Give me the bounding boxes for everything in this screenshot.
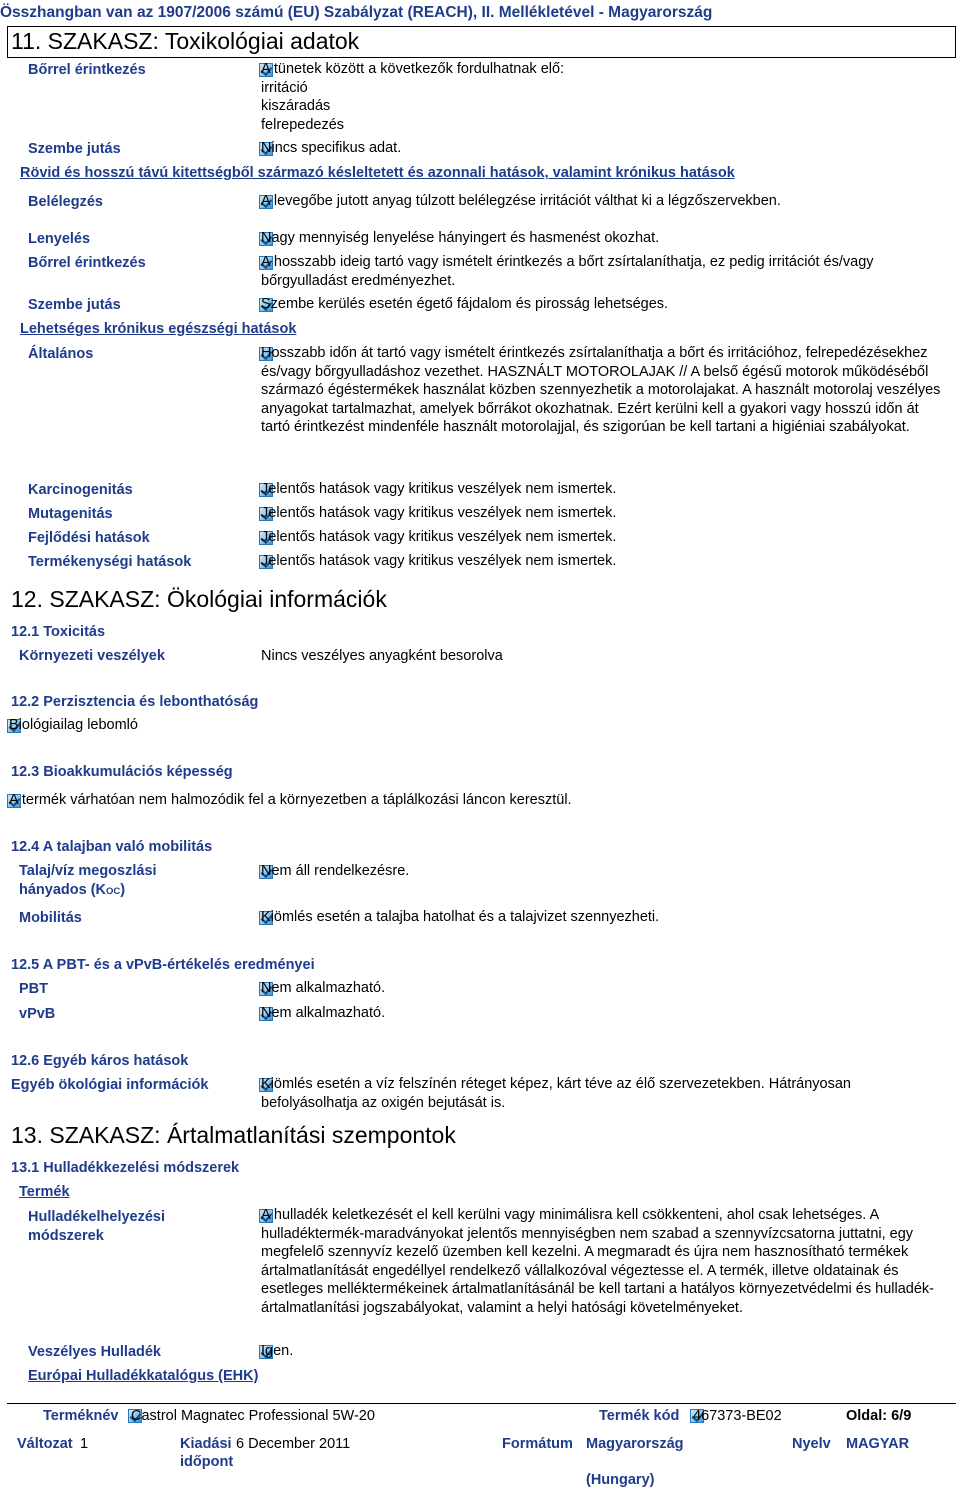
other-effects-heading: 12.6 Egyéb káros hatások — [11, 1053, 189, 1069]
belelegzes-label: Belélegzés — [28, 194, 103, 210]
bioaccumulation-heading: 12.3 Bioakkumulációs képesség — [11, 764, 233, 780]
language-label: Nyelv — [792, 1436, 831, 1452]
koc-label-text: hányados (K — [19, 882, 107, 898]
footer-divider — [7, 1403, 956, 1404]
szembe-label: Szembe jutás — [28, 141, 121, 157]
ehk-label: Európai Hulladékkatalógus (EHK) — [28, 1368, 259, 1384]
pbt-value: Nem alkalmazható. — [261, 980, 386, 996]
page-number: Oldal: 6/9 — [846, 1408, 912, 1424]
borrel-line-3: kiszáradás — [261, 98, 331, 114]
vpvb-label: vPvB — [19, 1006, 56, 1022]
belelegzes-value: A levegőbe jutott anyag túlzott belélegzése irritációt válthat ki a légzőszervekben. — [261, 193, 781, 209]
fejlodesi-value: Jelentős hatások vagy kritikus veszélyek nem ismertek. — [261, 529, 617, 545]
product-name-label: Terméknév — [43, 1408, 119, 1424]
termekenysegi-label: Termékenységi hatások — [28, 554, 192, 570]
bioaccumulation-value: A termék várhatóan nem halmozódik fel a környezetben a táplálkozási láncon keresztül. — [9, 792, 572, 808]
persistence-value: Biológiailag lebomló — [9, 717, 138, 733]
product-name: Castrol Magnatec Professional 5W-20 — [131, 1408, 375, 1424]
borrel2-label: Bőrrel érintkezés — [28, 255, 146, 271]
altalanos-label: Általános — [28, 346, 94, 362]
hazardous-waste-label: Veszélyes Hulladék — [28, 1344, 161, 1360]
mobility-heading: 12.4 A talajban való mobilitás — [11, 839, 213, 855]
koc-label-line2 — [19, 882, 125, 898]
fejlodesi-label: Fejlődési hatások — [28, 530, 150, 546]
mobilitas-value: Kiömlés esetén a talajba hatolhat és a talajvizet szennyezheti. — [261, 909, 660, 925]
koc-label-line1: Talaj/víz megoszlási — [19, 863, 157, 879]
altalanos-value: Hosszabb időn át tartó vagy ismételt érintkezés zsírtalaníthatja a bőrt és irritációhoz, felrepedézésekhez és/vagy bőrgyulladáshoz vezethet. HASZNÁLT MOTOROLAJAK // A belső égésű motorok működéséből származó égéstermékek használat közben szennyezhetik a motorolajakat. A használt motorolaj veszélyes anyagokat tartalmazhat, amelyek bőrrákot okozhatnak. Ezért kerülni kell a gyakori vagy hosszú időn át tartó érintkezést mindenféle használt motorolajjal, és szigorúan be kell tartani a higiéniai szabályokat. — [261, 345, 941, 435]
szembe2-label: Szembe jutás — [28, 297, 121, 313]
hazardous-waste-value: Igen. — [261, 1343, 294, 1359]
product-code-label: Termék kód — [599, 1408, 680, 1424]
borrel-line-1: A tünetek között a következők fordulhatnak elő: — [261, 61, 565, 77]
mutagenitas-label: Mutagenitás — [28, 506, 113, 522]
language-value: MAGYAR — [846, 1436, 910, 1452]
koc-label-subscript: OC — [106, 886, 121, 897]
karcinogenitas-label: Karcinogenitás — [28, 482, 133, 498]
method-value: A hulladék keletkezését el kell kerülni vagy minimálisra kell csökkenteni, ahol csak lehetséges. A hulladéktermék-maradványokat jelentős mennyiségben nem szabad a szennyvízcsatorna juttatni, egy megfelelő szennyvíz kezelő üzemben kell kezelni. A megmaradt és újra nem hasznosítható termékek ártalmatlanítását engedéllyel rendelkező vállalkozóval végeztesse el. A termék, illetve oldatainak és esetleges melléktermékeinek ártalmatlanításánál be kell tartani a hatályos környezetvédelmi és hulladék-ártalmatlanítási jogszabályokat, valamint a helyi hatósági követelményeket. — [261, 1207, 934, 1316]
lenyeles-value: Nagy mennyiség lenyelése hányingert és hasmenést okozhat. — [261, 230, 660, 246]
koc-value: Nem áll rendelkezésre. — [261, 863, 410, 879]
lenyeles-label: Lenyelés — [28, 231, 91, 247]
short-long-heading: Rövid és hosszú távú kitettségből származó késleltetett és azonnali hatások, valamint krónikus hatások — [20, 165, 735, 181]
waste-heading: 13.1 Hulladékkezelési módszerek — [11, 1160, 240, 1176]
product-code: 467373-BE02 — [693, 1408, 782, 1424]
version-value: 1 — [80, 1436, 89, 1452]
env-label: Környezeti veszélyek — [19, 648, 165, 664]
section-11-title: 11. SZAKASZ: Toxikológiai adatok — [11, 28, 360, 54]
issue-date: 6 December 2011 — [236, 1436, 351, 1452]
borrel2-value: A hosszabb ideig tartó vagy ismételt érintkezés a bőrt zsírtalaníthatja, ez pedig irritációt és/vagy bőrgyulladást eredményezhet. — [261, 254, 874, 289]
section-13-title: 13. SZAKASZ: Ártalmatlanítási szempontok — [11, 1122, 456, 1148]
env-value: Nincs veszélyes anyagként besorolva — [261, 648, 503, 664]
toxicitas-heading: 12.1 Toxicitás — [11, 624, 106, 640]
termek-label: Termék — [19, 1184, 70, 1200]
issue-label-2: időpont — [180, 1454, 234, 1470]
other-eco-label: Egyéb ökológiai információk — [11, 1077, 209, 1093]
pbt-heading: 12.5 A PBT- és a vPvB-értékelés eredményei — [11, 957, 315, 973]
persistence-heading: 12.2 Perzisztencia és lebonthatóság — [11, 694, 259, 710]
regulation-header: Összhangban van az 1907/2006 számú (EU) Szabályzat (REACH), II. Mellékletével - Magyarország — [0, 4, 713, 21]
szembe2-value: Szembe kerülés esetén égető fájdalom és pirosság lehetséges. — [261, 296, 669, 312]
szembe-value: Nincs specifikus adat. — [261, 140, 402, 156]
pbt-label: PBT — [19, 981, 48, 997]
format-value-2: (Hungary) — [586, 1472, 655, 1488]
vpvb-value: Nem alkalmazható. — [261, 1005, 386, 1021]
format-label: Formátum — [502, 1436, 573, 1452]
borrel-line-4: felrepedezés — [261, 117, 345, 133]
koc-label-close: ) — [120, 882, 126, 898]
format-value: Magyarország — [586, 1436, 684, 1452]
borrel-line-2: irritáció — [261, 80, 308, 96]
issue-label-1: Kiadási — [180, 1436, 232, 1452]
mutagenitas-value: Jelentős hatások vagy kritikus veszélyek nem ismertek. — [261, 505, 617, 521]
version-label: Változat — [17, 1436, 73, 1452]
termekenysegi-value: Jelentős hatások vagy kritikus veszélyek nem ismertek. — [261, 553, 617, 569]
method-label: Hulladékelhelyezési módszerek — [28, 1209, 166, 1244]
section-12-title: 12. SZAKASZ: Ökológiai információk — [11, 586, 387, 612]
chronic-heading: Lehetséges krónikus egészségi hatások — [20, 321, 297, 337]
mobilitas-label: Mobilitás — [19, 910, 82, 926]
other-eco-value: Kiömlés esetén a víz felszínén réteget képez, kárt téve az élő szervezetekben. Hátrányosan befolyásolhatja az oxigén bejutását is. — [261, 1076, 851, 1111]
karcinogenitas-value: Jelentős hatások vagy kritikus veszélyek nem ismertek. — [261, 481, 617, 497]
borrel-label: Bőrrel érintkezés — [28, 62, 146, 78]
